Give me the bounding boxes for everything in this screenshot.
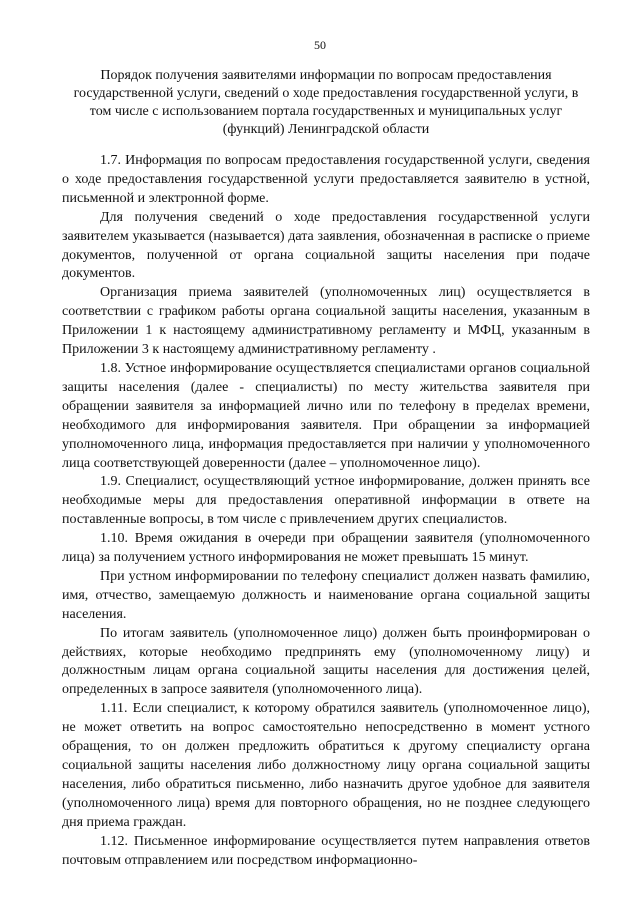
- paragraph-1-12: 1.12. Письменное информирование осуществляется путем направления ответов почтовым отправлением или посредством информационно-: [62, 833, 590, 868]
- section-title: Порядок получения заявителями информации по вопросам предоставления государственной услуги, сведений о ходе предоставления государственной услуги, в том числе с использованием портала государственных и муниципальных услуг (функций) Ленинградской области: [73, 68, 579, 137]
- paragraph-1-9: 1.9. Специалист, осуществляющий устное информирование, должен принять все необходимые меры для предоставления оперативной информации в ответе на поставленные вопросы, в том числе с привлечением других специалистов.: [62, 474, 590, 528]
- paragraph-reception: Организация приема заявителей (уполномоченных лиц) осуществляется в соответствии с графиком работы органа социальной защиты населения, указанным в Приложении 1 к настоящему административному регламенту и МФЦ, указанным в Приложении 3 к настоящему административному регламенту .: [62, 285, 590, 358]
- paragraph-results: По итогам заявитель (уполномоченное лицо) должен быть проинформирован о действиях, которые необходимо предпринять ему (уполномоченному лицу) и должностным лицам органа социальной защиты населения для достижения целей, определенных в запросе заявителя (уполномоченного лица).: [62, 625, 590, 698]
- paragraph-1-10: 1.10. Время ожидания в очереди при обращении заявителя (уполномоченного лица) за получением устного информирования не может превышать 15 минут.: [62, 531, 590, 566]
- paragraph-1-11: 1.11. Если специалист, к которому обратился заявитель (уполномоченное лицо), не может ответить на вопрос самостоятельно непосредственно в момент устного обращения, то он должен предложить обратиться к другому специалисту органа социальной защиты населения либо должностному лицу органа социальной защиты населения, либо обратиться письменно, либо назначить другое удобное для заявителя (уполномоченного лица) время для повторного обращения, но не позднее следующего дня приема граждан.: [62, 701, 590, 830]
- document-body: [62, 152, 590, 870]
- paragraph-phone-info: При устном информировании по телефону специалист должен назвать фамилию, имя, отчество, замещаемую должность и наименование органа социальной защиты населения.: [62, 568, 590, 622]
- paragraph-status-info: Для получения сведений о ходе предоставления государственной услуги заявителем указывается (называется) дата заявления, обозначенная в расписке о приеме документов, полученной от органа социальной защиты населения при подаче документов.: [62, 209, 590, 282]
- paragraph-1-8: 1.8. Устное информирование осуществляется специалистами органов социальной защиты населения (далее - специалисты) по месту жительства заявителя при обращении заявителя за информацией лично или по телефону в пределах времени, необходимого для информирования заявителя. При обращении за информацией уполномоченного лица, информация предоставляется при наличии у уполномоченного лица соответствующей доверенности (далее – уполномоченное лицо).: [62, 360, 590, 471]
- paragraph-1-7: 1.7. Информация по вопросам предоставления государственной услуги, сведения о ходе предоставления государственной услуги предоставляется заявителю в устной, письменной и электронной форме.: [62, 153, 590, 206]
- page-number: 50: [314, 38, 326, 52]
